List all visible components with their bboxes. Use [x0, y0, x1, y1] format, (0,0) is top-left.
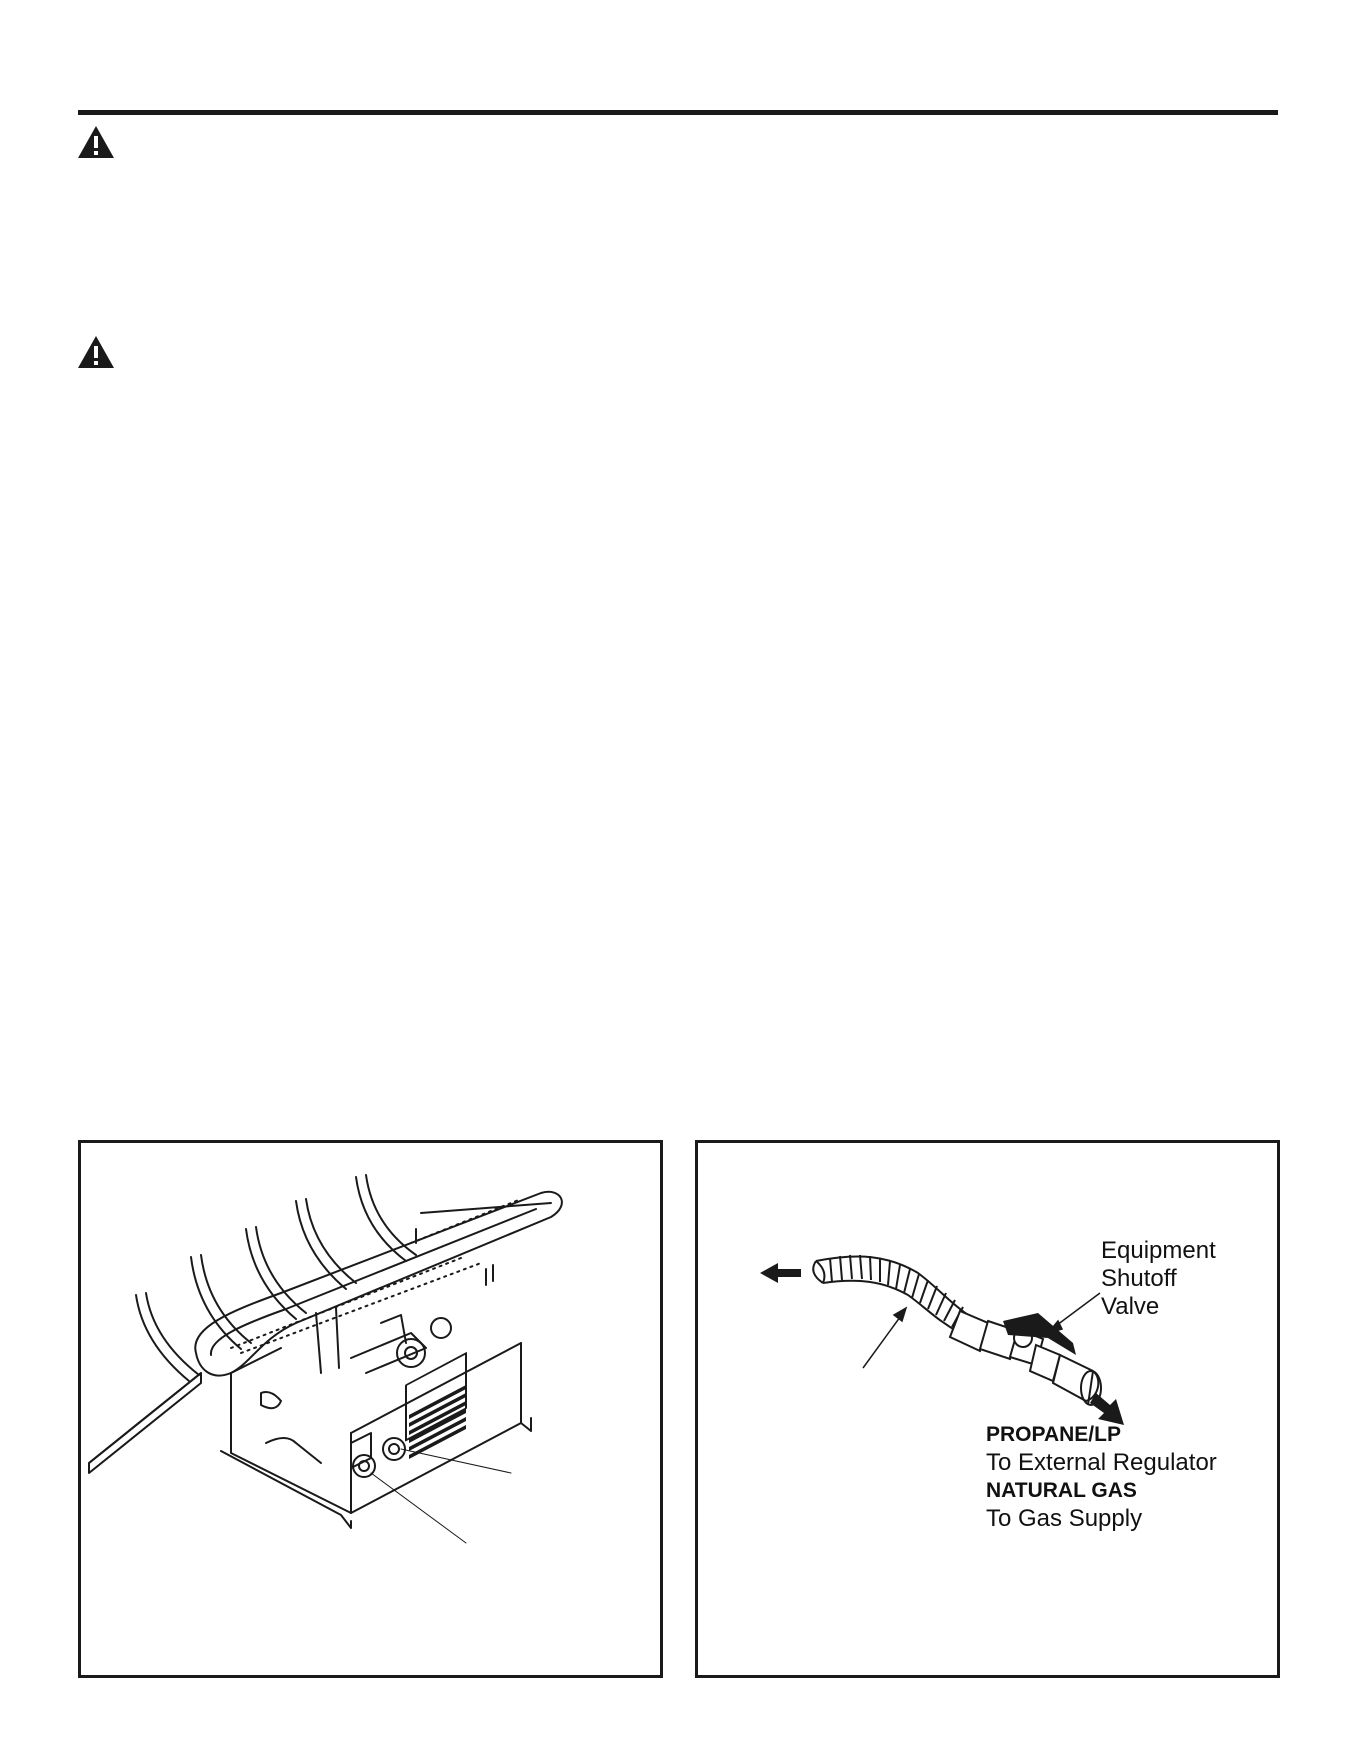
warning-triangle-icon — [76, 124, 116, 160]
valve-label-line: Equipment — [1101, 1237, 1216, 1264]
ng-text: To Gas Supply — [986, 1505, 1143, 1532]
warning-triangle-icon — [76, 334, 116, 370]
burner-assembly-figure — [78, 1140, 663, 1678]
valve-label-line: Valve — [1101, 1293, 1160, 1320]
valve-callout — [1101, 1237, 1216, 1321]
gas-connection-drawing — [698, 1143, 1277, 1675]
flow-arrow-left — [760, 1263, 801, 1283]
lp-text: To External Regulator — [986, 1449, 1217, 1476]
gas-connection-figure — [695, 1140, 1280, 1678]
valve-label-line: Shutoff — [1101, 1265, 1177, 1292]
ng-heading: NATURAL GAS — [986, 1479, 1137, 1502]
supply-callout — [986, 1421, 1217, 1533]
burner-assembly-drawing — [81, 1143, 660, 1675]
lp-heading: PROPANE/LP — [986, 1423, 1121, 1446]
header-rule — [78, 110, 1278, 115]
